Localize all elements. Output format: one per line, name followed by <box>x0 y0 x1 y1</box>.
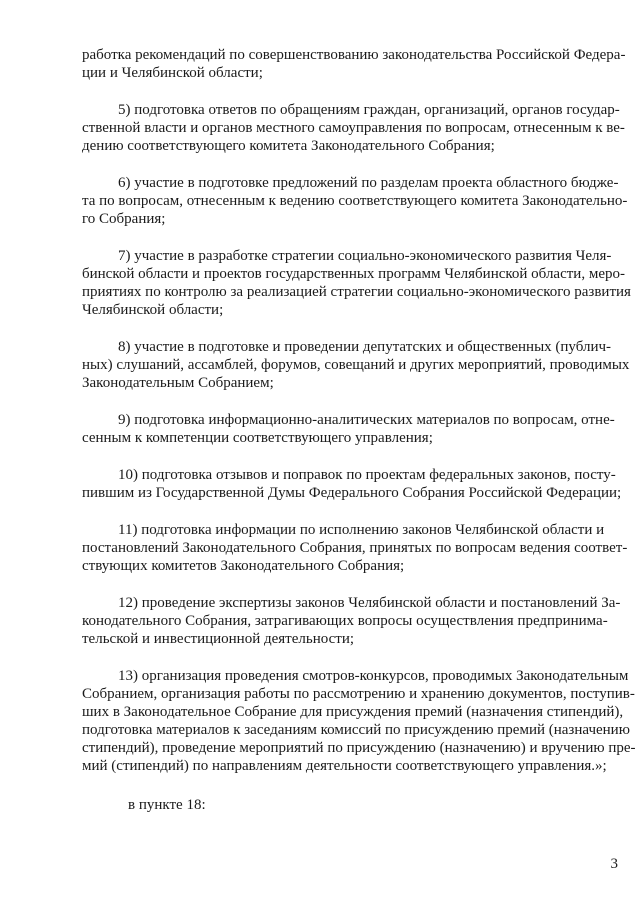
text-line: постановлений Законодательного Собрания, принятых по вопросам ведения соответ- <box>82 540 628 556</box>
text-line: ших в Законодательное Собрание для присуждения премий (назначения стипендий), <box>82 704 624 720</box>
text-line: 8) участие в подготовке и проведении депутатских и общественных (публич- <box>118 339 612 355</box>
paragraph-item-11 <box>82 521 628 575</box>
text-line: 13) организация проведения смотров-конкурсов, проводимых Законодательным <box>118 668 629 684</box>
text-line: 9) подготовка информационно-аналитических материалов по вопросам, отне- <box>118 412 615 428</box>
text-line: пившим из Государственной Думы Федерального Собрания Российской Федерации; <box>82 485 622 501</box>
text-line: подготовка материалов к заседаниям комиссий по присуждению премий (назначению <box>82 722 630 738</box>
text-line: мий (стипендий) по направлениям деятельности соответствующего управления.»; <box>82 758 607 774</box>
text-line: та по вопросам, отнесенным к ведению соответствующего комитета Законодательно- <box>82 193 628 209</box>
text-line: бинской области и проектов государственных программ Челябинской области, меро- <box>82 266 625 282</box>
document-body <box>82 46 636 814</box>
text-line: Законодательным Собранием; <box>82 375 274 391</box>
paragraph-item-8 <box>82 338 630 392</box>
paragraph <box>82 46 626 82</box>
text-line: ных) слушаний, ассамблей, форумов, совещаний и других мероприятий, проводимых <box>82 357 630 373</box>
text-line: ственной власти и органов местного самоуправления по вопросам, отнесенным к ве- <box>82 120 625 136</box>
text-line: 11) подготовка информации по исполнению законов Челябинской области и <box>118 522 605 538</box>
paragraph-item-12 <box>82 594 621 648</box>
text-line: Собранием, организация работы по рассмотрению и хранению документов, поступив- <box>82 686 635 702</box>
paragraph-item-10 <box>82 466 622 502</box>
text-line: конодательного Собрания, затрагивающих вопросы осуществления предпринима- <box>82 613 608 629</box>
page-number: 3 <box>610 856 618 872</box>
text-line: го Собрания; <box>82 211 166 227</box>
paragraph-item-9 <box>82 411 615 447</box>
text-line: 6) участие в подготовке предложений по разделам проекта областного бюдже- <box>118 175 619 191</box>
text-line: стипендий), проведение мероприятий по присуждению (назначению) и вручению пре- <box>82 740 636 756</box>
paragraph-item-7 <box>82 247 631 319</box>
paragraph-item-6 <box>82 174 628 228</box>
text-line: ствующих комитетов Законодательного Собрания; <box>82 558 405 574</box>
paragraph-item-5 <box>82 101 625 155</box>
closing-line: в пункте 18: <box>128 797 206 813</box>
text-line: 10) подготовка отзывов и поправок по проектам федеральных законов, посту- <box>118 467 616 483</box>
text-line: 12) проведение экспертизы законов Челябинской области и постановлений За- <box>118 595 621 611</box>
text-line: сенным к компетенции соответствующего управления; <box>82 430 433 446</box>
text-line: дению соответствующего комитета Законодательного Собрания; <box>82 138 495 154</box>
text-line: работка рекомендаций по совершенствованию законодательства Российской Федера- <box>82 47 626 63</box>
text-line: Челябинской области; <box>82 302 224 318</box>
text-line: ции и Челябинской области; <box>82 65 263 81</box>
paragraph-item-13 <box>82 667 636 775</box>
text-line: 7) участие в разработке стратегии социально-экономического развития Челя- <box>118 248 612 264</box>
text-line: приятиях по контролю за реализацией стратегии социально-экономического развития <box>82 284 631 300</box>
text-line: 5) подготовка ответов по обращениям граждан, организаций, органов государ- <box>118 102 620 118</box>
text-line: тельской и инвестиционной деятельности; <box>82 631 355 647</box>
